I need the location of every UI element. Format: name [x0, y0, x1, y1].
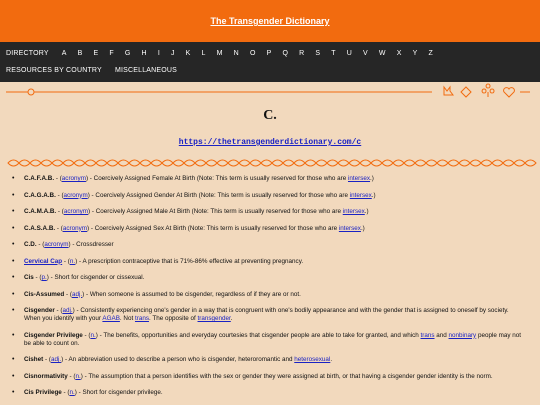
site-header — [0, 0, 540, 42]
entry-definition: Coercively Assigned Male At Birth (Note: This term is usually reserved for those who are — [95, 208, 343, 215]
bullet-icon: • — [12, 274, 15, 281]
nav-item-letter[interactable]: A — [61, 50, 67, 57]
entry-definition: .) — [370, 175, 374, 182]
nav-item-letter[interactable]: I — [157, 50, 160, 57]
list-item — [12, 192, 524, 200]
list-item — [12, 225, 524, 233]
entry-definition: Coercively Assigned Gender At Birth (Note: This term is usually reserved for those who are — [95, 191, 350, 199]
entry-term: Cisgender Privilege — [24, 331, 83, 339]
list-item — [12, 175, 524, 183]
entry-term[interactable]: Cervical Cap — [24, 257, 63, 265]
entry-part-of-speech-link[interactable]: acronym — [63, 191, 88, 199]
entry-part-of-speech-link[interactable]: n. — [75, 372, 81, 380]
entry-term: C.A.G.A.B. — [24, 191, 56, 199]
nav-item-letter[interactable]: G — [124, 50, 131, 57]
page-url — [0, 131, 540, 149]
site-title-link[interactable]: The Transgender Dictionary — [210, 16, 330, 26]
nav-item-letter[interactable]: L — [201, 50, 206, 57]
list-item — [12, 332, 524, 348]
entry-definition: Crossdresser — [76, 241, 114, 248]
entry-text: C.A.S.A.B. - (acronym) - Coercively Assigned Sex At Birth (Note: This term is usually reserved for those who are intersex.) — [24, 224, 365, 232]
entry-crossref-link[interactable]: intersex — [342, 208, 365, 215]
bullet-icon: • — [12, 257, 15, 265]
entry-text: C.A.G.A.B. - (acronym) - Coercively Assigned Gender At Birth (Note: This term is usually reserved for those who are intersex.) — [24, 191, 376, 199]
entry-text: Cisgender - (adj.) - Consistently experiencing one's gender in a way that is congruent with one's bodily appearance and with the gender that is assigned to oneself by society. When you identify with your AGAB. Not trans. The opposite of transgender. — [24, 307, 509, 322]
entry-text: Cisnormativity - (n.) - The assumption that a person identifies with the sex or gender they were assigned at birth, or that having a cisgender gender identity is the norm. — [24, 372, 493, 380]
entry-text: Cis-Assumed - (adj.) - When someone is assumed to be cisgender, regardless of if they are or not. — [24, 290, 301, 298]
entry-crossref-link[interactable]: heterosexual — [294, 356, 331, 363]
entry-part-of-speech-link[interactable]: acronym — [44, 241, 69, 248]
entry-definition: . Not — [119, 315, 135, 322]
definition-list — [12, 175, 524, 397]
entry-crossref-link[interactable]: intersex — [349, 191, 372, 199]
bullet-icon: • — [12, 208, 15, 215]
ornamental-divider-chain — [0, 155, 540, 171]
bullet-icon: • — [12, 175, 15, 182]
entry-crossref-link[interactable]: AGAB — [102, 315, 120, 322]
list-item — [12, 241, 524, 249]
list-item — [12, 291, 524, 299]
nav-item-letter[interactable]: S — [315, 50, 321, 57]
nav-item-letter[interactable]: T — [331, 50, 336, 57]
entry-definition: . — [330, 356, 333, 363]
bullet-icon: • — [12, 307, 15, 314]
entry-crossref-link[interactable]: intersex — [347, 175, 371, 182]
entry-crossref-link[interactable]: transgender — [197, 315, 231, 322]
entry-term: Cis — [24, 274, 34, 281]
entry-definition: .) — [364, 208, 369, 215]
nav-item-letter[interactable]: X — [396, 50, 402, 57]
entry-definition: An abbreviation used to describe a person who is cisgender, heteroromantic and — [68, 356, 295, 363]
entry-definition: . — [230, 315, 233, 322]
bullet-icon: • — [12, 356, 15, 363]
nav-item-letter[interactable]: Z — [428, 50, 433, 57]
bullet-icon: • — [12, 241, 15, 248]
ornamental-divider-top — [0, 82, 540, 102]
page-title: C. — [263, 108, 277, 123]
nav-item-letter[interactable]: N — [233, 50, 239, 57]
nav-item-letter[interactable]: B — [77, 50, 83, 57]
nav-item-letter[interactable]: P — [266, 50, 272, 57]
entry-part-of-speech-link[interactable]: acronym — [63, 208, 89, 215]
list-item — [12, 258, 524, 266]
nav-item-letter[interactable]: W — [378, 50, 386, 57]
entry-text: C.D. - (acronym) - Crossdresser — [24, 241, 114, 248]
nav-row-sections — [6, 62, 534, 79]
navigation-bar — [0, 42, 540, 82]
entry-text: Cervical Cap - (n.) - A prescription contraceptive that is 71%-86% effective at preventing pregnancy. — [24, 257, 304, 265]
entry-part-of-speech-link[interactable]: adj. — [71, 290, 83, 298]
entry-definition: Short for cisgender privilege. — [82, 389, 163, 396]
entry-definition: Short for cisgender or cissexual. — [54, 274, 145, 281]
entry-part-of-speech-link[interactable]: acronym — [61, 175, 86, 182]
entry-text: C.A.F.A.B. - (acronym) - Coercively Assigned Female At Birth (Note: This term is usually reserved for those who are intersex.) — [24, 175, 374, 182]
list-item — [12, 373, 524, 381]
nav-item-letter[interactable]: O — [249, 50, 256, 57]
entry-text: Cis Privilege - (n.) - Short for cisgender privilege. — [24, 389, 163, 396]
entry-term: Cisgender — [24, 307, 55, 314]
entry-part-of-speech-link[interactable]: p. — [41, 274, 47, 281]
entry-term: C.A.S.A.B. — [24, 224, 56, 232]
entry-part-of-speech-link[interactable]: adj. — [50, 356, 62, 363]
entry-definition: .) — [360, 224, 365, 232]
nav-item-letter[interactable]: E — [93, 50, 99, 57]
entry-crossref-link[interactable]: trans — [420, 331, 435, 339]
entry-text: Cis - (p.) - Short for cisgender or cissexual. — [24, 274, 145, 281]
bullet-icon: • — [12, 290, 15, 298]
entry-text: Cishet - (adj.) - An abbreviation used to describe a person who is cisgender, heteroromantic and heterosexual. — [24, 356, 333, 363]
entry-definition: people may not be able to count on. — [24, 331, 522, 347]
nav-item-letter[interactable]: V — [363, 50, 368, 57]
bullet-icon: • — [12, 331, 15, 339]
entry-definition: A prescription contraceptive that is 71%-86% effective at preventing pregnancy. — [82, 257, 304, 265]
list-item — [12, 356, 524, 364]
list-item — [12, 274, 524, 282]
entry-term: C.A.M.A.B. — [24, 208, 57, 215]
nav-row-letters — [6, 45, 534, 62]
entry-text: C.A.M.A.B. - (acronym) - Coercively Assigned Male At Birth (Note: This term is usually reserved for those who are intersex.) — [24, 208, 369, 215]
entry-definition: Coercively Assigned Sex At Birth (Note: This term is usually reserved for those who are — [94, 224, 339, 232]
entry-term: Cisnormativity — [24, 372, 68, 380]
entry-term: Cis-Assumed — [24, 290, 65, 298]
nav-item-letter[interactable]: F — [109, 50, 114, 57]
entry-crossref-link[interactable]: intersex — [338, 224, 361, 232]
entry-crossref-link[interactable]: nonbinary — [448, 331, 477, 339]
entry-part-of-speech-link[interactable]: n. — [90, 331, 96, 339]
nav-item-letter[interactable]: Q — [282, 50, 289, 57]
nav-item-letter[interactable]: R — [299, 50, 305, 57]
list-item — [12, 208, 524, 216]
list-item — [12, 389, 524, 397]
list-item — [12, 307, 524, 323]
entry-term: Cishet — [24, 356, 44, 363]
nav-item-resources-by-country[interactable]: RESOURCES BY COUNTRY — [6, 67, 102, 74]
bullet-icon: • — [12, 224, 15, 232]
nav-item-letter[interactable]: J — [170, 50, 175, 57]
entry-part-of-speech-link[interactable]: n. — [69, 389, 75, 396]
entry-term: Cis Privilege — [24, 389, 62, 396]
entry-definition: . The opposite of — [148, 315, 198, 322]
nav-item-letter[interactable]: K — [185, 50, 191, 57]
entry-definition: .) — [371, 191, 376, 199]
page-url-link[interactable]: https://thetransgenderdictionary.com/c — [178, 138, 362, 147]
nav-item-letter[interactable]: Y — [412, 50, 418, 57]
nav-item-miscellaneous[interactable]: MISCELLANEOUS — [114, 67, 178, 74]
entry-crossref-link[interactable]: trans — [134, 315, 149, 322]
nav-item-letter[interactable]: H — [141, 50, 147, 57]
entry-definition: The benefits, opportunities and everyday courtesies that cisgender people are able to take for granted, and which — [103, 331, 421, 339]
entry-part-of-speech-link[interactable]: n. — [69, 257, 76, 265]
entry-definition: and — [434, 331, 449, 339]
entry-part-of-speech-link[interactable]: acronym — [62, 224, 87, 232]
bullet-icon: • — [12, 372, 15, 380]
entry-term: C.D. — [24, 241, 37, 248]
entry-definition: The assumption that a person identifies with the sex or gender they were assigned at birth, or that having a cisgender gender identity is the norm. — [88, 372, 493, 380]
bullet-icon: • — [12, 191, 15, 199]
bullet-icon: • — [12, 389, 15, 396]
nav-item-directory[interactable]: DIRECTORY — [6, 50, 49, 57]
entry-text: Cisgender Privilege - (n.) - The benefits, opportunities and everyday courtesies that cisgender people are able to take for granted, and which trans and nonbinary people may not be able to count on. — [24, 331, 522, 347]
entry-term: C.A.F.A.B. — [24, 175, 55, 182]
entry-definition: When someone is assumed to be cisgender, regardless of if they are or not. — [89, 290, 301, 298]
nav-item-letter[interactable]: U — [346, 50, 353, 57]
entry-definition: Coercively Assigned Female At Birth (Note: This term is usually reserved for those who are — [93, 175, 348, 182]
entry-part-of-speech-link[interactable]: adj. — [62, 307, 73, 314]
entry-definition: Consistently experiencing one's gender in a way that is congruent with one's bodily appearance and with the gender that is assigned to oneself by society. When you identify with your — [24, 307, 509, 322]
nav-item-letter[interactable]: M — [216, 50, 223, 57]
